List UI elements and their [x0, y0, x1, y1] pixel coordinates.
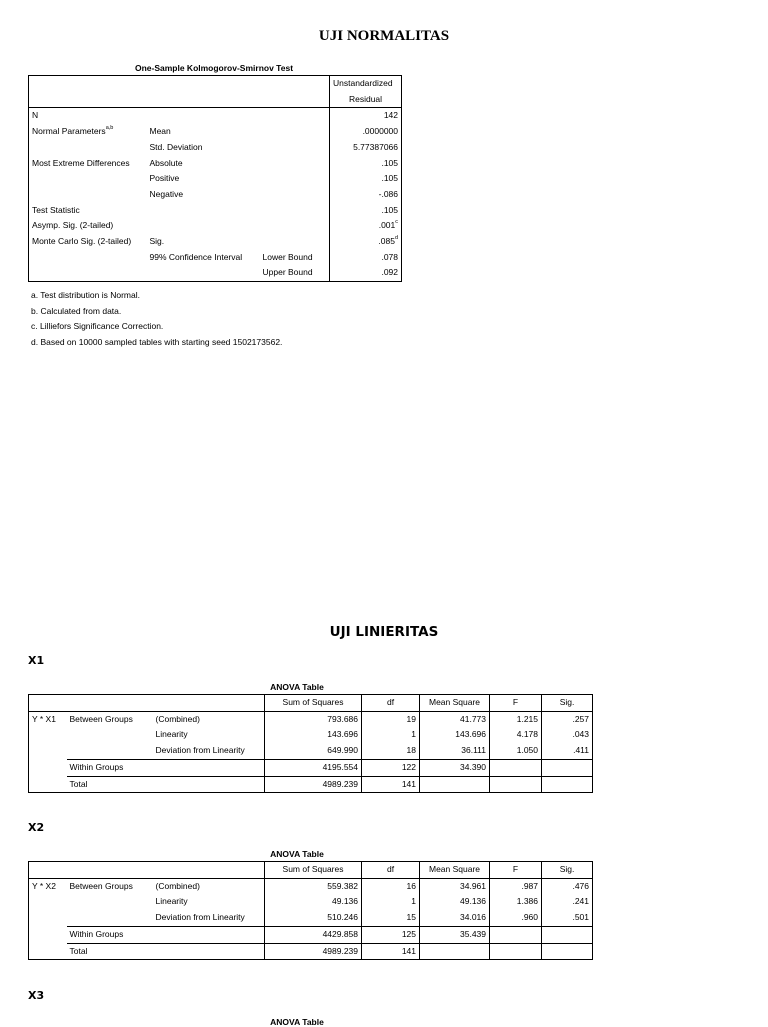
ks-mean-label: Mean	[149, 126, 171, 137]
x1-col-ss: Sum of Squares	[265, 695, 362, 712]
x1-deviation-label: Deviation from Linearity	[153, 743, 265, 759]
x1-anova-table	[28, 694, 593, 793]
x1-label: X1	[28, 654, 45, 667]
x1-cell: 41.773	[420, 711, 490, 727]
x2-linearity-label: Linearity	[153, 894, 265, 910]
x1-between-label: Between Groups	[69, 713, 133, 724]
x2-cell: 34.016	[420, 910, 490, 926]
x2-cell: 4429.858	[265, 926, 362, 943]
ks-lower-bound-label: Lower Bound	[260, 250, 330, 266]
ks-sd-label: Std. Deviation	[149, 141, 203, 152]
x2-col-df: df	[362, 862, 420, 879]
x1-cell: 141	[362, 776, 420, 793]
x1-cell: 19	[362, 711, 420, 727]
x2-cell: 125	[362, 926, 420, 943]
x2-cell: 1.386	[490, 894, 542, 910]
ks-table-title: One-Sample Kolmogorov-Smirnov Test	[134, 63, 294, 73]
x1-total-label: Total	[67, 776, 153, 793]
ks-positive-value: .105	[330, 171, 402, 187]
x2-cell: 34.961	[420, 878, 490, 894]
x2-cell: .241	[542, 894, 593, 910]
ks-test-table	[28, 75, 402, 282]
x3-label: X3	[28, 989, 45, 1002]
x2-label: X2	[28, 821, 45, 834]
x1-cell: .411	[542, 743, 593, 759]
ks-sig-label: Sig.	[149, 236, 165, 247]
ks-header-empty	[29, 76, 330, 108]
linearity-heading: UJI LINIERITAS	[329, 624, 439, 640]
ks-absolute-value: .105	[330, 156, 402, 172]
x2-cell: .476	[542, 878, 593, 894]
x2-pair-label: Y * X2	[29, 878, 67, 894]
x2-within-label: Within Groups	[67, 926, 153, 943]
ks-col-header-line2: Residual	[330, 92, 402, 108]
x1-combined-label: (Combined)	[153, 711, 265, 727]
x1-col-f: F	[490, 695, 542, 712]
x2-cell: .501	[542, 910, 593, 926]
ks-col-header-line1: Unstandardized	[330, 76, 402, 92]
ks-footnote: c. Lilliefors Significance Correction.	[31, 321, 164, 332]
ks-footnote: d. Based on 10000 sampled tables with starting seed 1502173562.	[31, 337, 283, 348]
ks-footnote: b. Calculated from data.	[31, 305, 122, 316]
ks-absolute-label: Absolute	[149, 157, 183, 168]
x1-cell: 649.990	[265, 743, 362, 759]
ks-n-label: N	[29, 108, 147, 124]
x2-cell: 510.246	[265, 910, 362, 926]
x1-within-label: Within Groups	[67, 759, 153, 776]
ks-footnotes	[31, 288, 282, 351]
x2-col-ss: Sum of Squares	[265, 862, 362, 879]
x1-cell: 143.696	[420, 727, 490, 743]
x2-cell: 16	[362, 878, 420, 894]
x2-cell: 49.136	[420, 894, 490, 910]
x2-cell: .960	[490, 910, 542, 926]
x1-cell: 4989.239	[265, 776, 362, 793]
ks-sd-value: 5.77387066	[330, 140, 402, 156]
x2-between-label: Between Groups	[69, 880, 133, 891]
x1-cell: 793.686	[265, 711, 362, 727]
x1-cell: .257	[542, 711, 593, 727]
x2-cell: 1	[362, 894, 420, 910]
x1-cell: 1	[362, 727, 420, 743]
x2-cell: 4989.239	[265, 943, 362, 960]
ks-med-label: Most Extreme Differences	[29, 156, 147, 172]
ks-positive-label: Positive	[149, 173, 180, 184]
ks-upper-bound-value: .092	[330, 265, 402, 281]
x1-cell: .043	[542, 727, 593, 743]
x2-cell: 15	[362, 910, 420, 926]
x2-cell: 49.136	[265, 894, 362, 910]
ks-ci-label: 99% Confidence Interval	[149, 251, 243, 262]
x1-anova-title: ANOVA Table	[270, 682, 324, 692]
x2-col-ms: Mean Square	[420, 862, 490, 879]
x1-cell: 1.050	[490, 743, 542, 759]
normality-heading: UJI NORMALITAS	[318, 28, 450, 44]
x2-combined-label: (Combined)	[153, 878, 265, 894]
ks-mean-value: .0000000	[330, 124, 402, 140]
ks-lower-bound-value: .078	[330, 250, 402, 266]
x1-cell: 34.390	[420, 759, 490, 776]
x2-anova-title: ANOVA Table	[270, 849, 324, 859]
ks-asymp-sig-value: .001$^c$	[330, 218, 402, 234]
x1-cell: 122	[362, 759, 420, 776]
x1-cell: 143.696	[265, 727, 362, 743]
ks-n-value: 142	[330, 108, 402, 124]
ks-upper-bound-label: Upper Bound	[260, 265, 330, 281]
x2-cell: 141	[362, 943, 420, 960]
x1-linearity-label: Linearity	[153, 727, 265, 743]
x2-cell: .987	[490, 878, 542, 894]
x3-anova-title: ANOVA Table	[270, 1017, 324, 1027]
x1-cell: 4.178	[490, 727, 542, 743]
ks-normal-params-label: Normal Parameters$^{a,b}$	[29, 124, 147, 140]
x1-col-ms: Mean Square	[420, 695, 490, 712]
ks-negative-value: -.086	[330, 187, 402, 203]
ks-monte-carlo-label: Monte Carlo Sig. (2-tailed)	[29, 234, 147, 250]
ks-sig-value: .085$^d$	[330, 234, 402, 250]
x1-cell: 18	[362, 743, 420, 759]
x2-anova-table	[28, 861, 593, 960]
ks-test-statistic-label: Test Statistic	[29, 203, 147, 219]
x2-total-label: Total	[67, 943, 153, 960]
x2-cell: 35.439	[420, 926, 490, 943]
ks-negative-label: Negative	[149, 188, 184, 199]
x1-col-sig: Sig.	[542, 695, 593, 712]
x2-col-sig: Sig.	[542, 862, 593, 879]
x2-col-f: F	[490, 862, 542, 879]
x2-cell: 559.382	[265, 878, 362, 894]
x1-col-df: df	[362, 695, 420, 712]
ks-test-statistic-value: .105	[330, 203, 402, 219]
x1-cell: 36.111	[420, 743, 490, 759]
x1-pair-label: Y * X1	[29, 711, 67, 727]
x1-cell: 4195.554	[265, 759, 362, 776]
x2-deviation-label: Deviation from Linearity	[153, 910, 265, 926]
ks-footnote: a. Test distribution is Normal.	[31, 290, 140, 300]
ks-asymp-sig-label: Asymp. Sig. (2-tailed)	[29, 218, 147, 234]
x1-cell: 1.215	[490, 711, 542, 727]
